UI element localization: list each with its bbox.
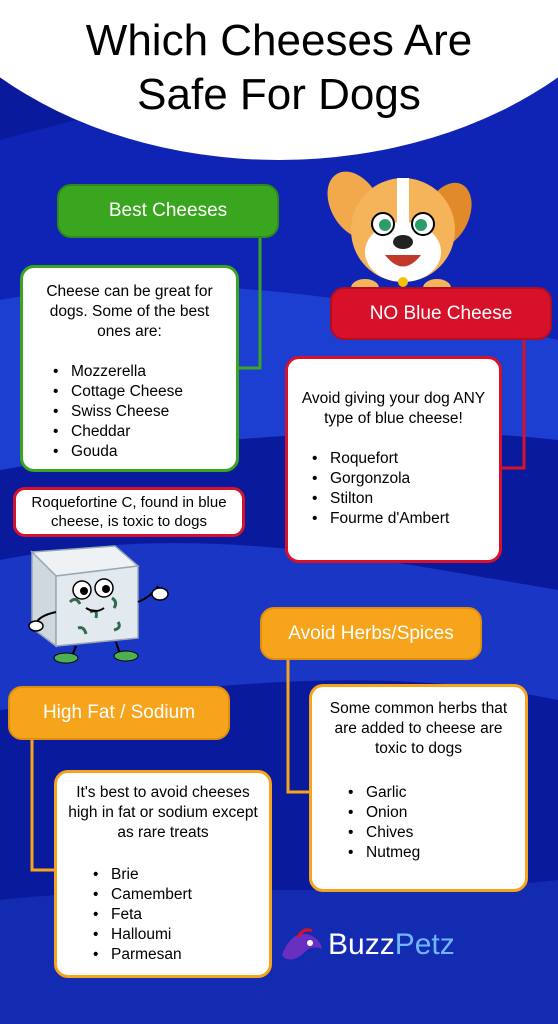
list-item: • Stilton [312,489,489,509]
list-item: • Garlic [348,783,515,803]
high-fat-list [93,865,261,965]
high-fat-card [54,770,272,978]
list-item: • Mozzerella [53,362,222,382]
connector-fat [32,740,56,870]
connector-blue [500,340,524,468]
herbs-heading [260,607,482,660]
herbs-heading-text: Avoid Herbs/Spices [288,622,454,644]
list-item: • Cheddar [53,422,222,442]
title-line-1: Which Cheeses Are [85,16,473,65]
logo-icon [278,925,326,965]
blue-cheese-intro: Avoid giving your dog ANY type of blue cheese! [301,390,486,427]
list-item: • Gorgonzola [312,469,489,489]
list-item: • Feta [93,905,261,925]
roquefortine-warning-text: Roquefortine C, found in blue cheese, is toxic to dogs [31,494,227,530]
high-fat-intro: It's best to avoid cheeses high in fat or sodium except as rare treats [68,784,258,841]
high-fat-heading-text: High Fat / Sodium [42,702,196,723]
logo-text-buzz: Buzz [328,928,395,961]
blue-cheese-heading-text: NO Blue Cheese [369,302,513,324]
list-item: • Camembert [93,885,261,905]
list-item: • Nutmeg [348,843,515,863]
best-cheeses-heading-text: Best Cheeses [108,200,228,221]
list-item: • Cottage Cheese [53,382,222,402]
best-cheeses-heading [57,184,279,238]
list-item: • Parmesan [93,945,261,965]
blue-cheese-card [285,356,502,563]
list-item: • Onion [348,803,515,823]
dog-illustration [325,160,475,300]
list-item: • Brie [93,865,261,885]
roquefortine-warning [13,487,245,537]
logo-text-petz: Petz [394,928,455,961]
connector-best [236,238,260,368]
cheese-character-illustration [20,542,170,667]
herbs-intro: Some common herbs that are added to cheese are toxic to dogs [329,700,508,757]
list-item: • Swiss Cheese [53,402,222,422]
list-item: • Roquefort [312,449,489,469]
list-item: • Gouda [53,442,222,462]
herbs-card [309,684,528,892]
herbs-list [348,783,515,863]
list-item: • Chives [348,823,515,843]
blue-cheese-heading [330,287,552,340]
list-item: • Fourme d'Ambert [312,509,489,529]
high-fat-heading [8,686,230,740]
best-cheeses-list [53,362,222,462]
buzzpetz-logo [278,922,468,968]
best-cheeses-card [20,265,239,472]
title-line-2: Safe For Dogs [137,70,421,119]
list-item: • Halloumi [93,925,261,945]
blue-cheese-list [312,449,489,529]
best-cheeses-intro: Cheese can be great for dogs. Some of the best ones are: [46,283,213,340]
